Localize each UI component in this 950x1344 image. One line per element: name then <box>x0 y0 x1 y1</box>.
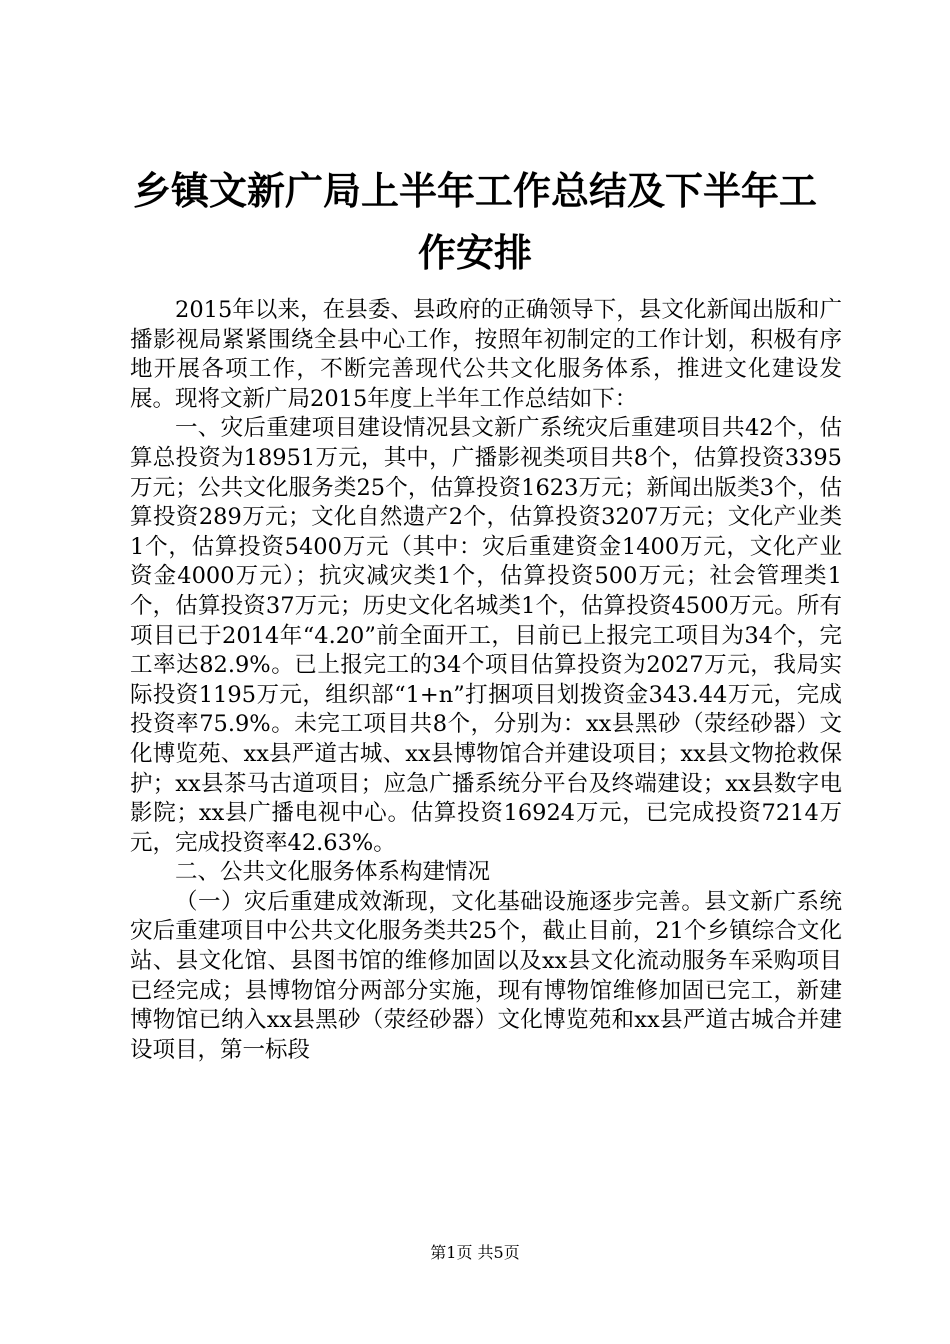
document-body <box>130 296 842 1065</box>
paragraph-section-one: 一、灾后重建项目建设情况县文新广系统灾后重建项目共42个，估算总投资为18951万元，其中，广播影视类项目共8个，估算投资3395万元；公共文化服务类25个，估算投资1623万元；新闻出版类3个，估算投资289万元；文化自然遗产2个，估算投资3207万元；文化产业类1个，估算投资5400万元（其中：灾后重建资金1400万元，文化产业资金4000万元）；抗灾减灾类1个，估算投资500万元；社会管理类1个，估算投资37万元；历史文化名城类1个，估算投资4500万元。所有项目已于2014年“4.20”前全面开工，目前已上报完工项目为34个，完工率达82.9%。已上报完工的34个项目估算投资为2027万元，我局实际投资1195万元，组织部“1+n”打捆项目划拨资金343.44万元，完成投资率75.9%。未完工项目共8个，分别为：xx县黑砂（荥经砂器）文化博览苑、xx县严道古城、xx县博物馆合并建设项目；xx县文物抢救保护；xx县茶马古道项目；应急广播系统分平台及终端建设；xx县数字电影院；xx县广播电视中心。估算投资16924万元，已完成投资7214万元，完成投资率42.63%。 <box>130 415 842 856</box>
page-footer: 第1页 共5页 <box>430 1243 520 1262</box>
document-title: 乡镇文新广局上半年工作总结及下半年工作安排 <box>132 169 817 275</box>
paragraph-intro: 2015年以来，在县委、县政府的正确领导下，县文化新闻出版和广播影视局紧紧围绕全县中心工作，按照年初制定的工作计划，积极有序地开展各项工作，不断完善现代公共文化服务体系，推进文化建设发展。现将文新广局2015年度上半年工作总结如下： <box>130 297 842 412</box>
paragraph-section-two-heading: 二、公共文化服务体系构建情况 <box>175 859 491 886</box>
paragraph-subsection-one: （一）灾后重建成效渐现，文化基础设施逐步完善。县文新广系统灾后重建项目中公共文化服务类共25个，截止目前，21个乡镇综合文化站、县文化馆、县图书馆的维修加固以及xx县文化流动服务车采购项目已经完成；县博物馆分两部分实施，现有博物馆维修加固已完工，新建博物馆已纳入xx县黑砂（荥经砂器）文化博览苑和xx县严道古城合并建设项目，第一标段 <box>130 888 842 1063</box>
